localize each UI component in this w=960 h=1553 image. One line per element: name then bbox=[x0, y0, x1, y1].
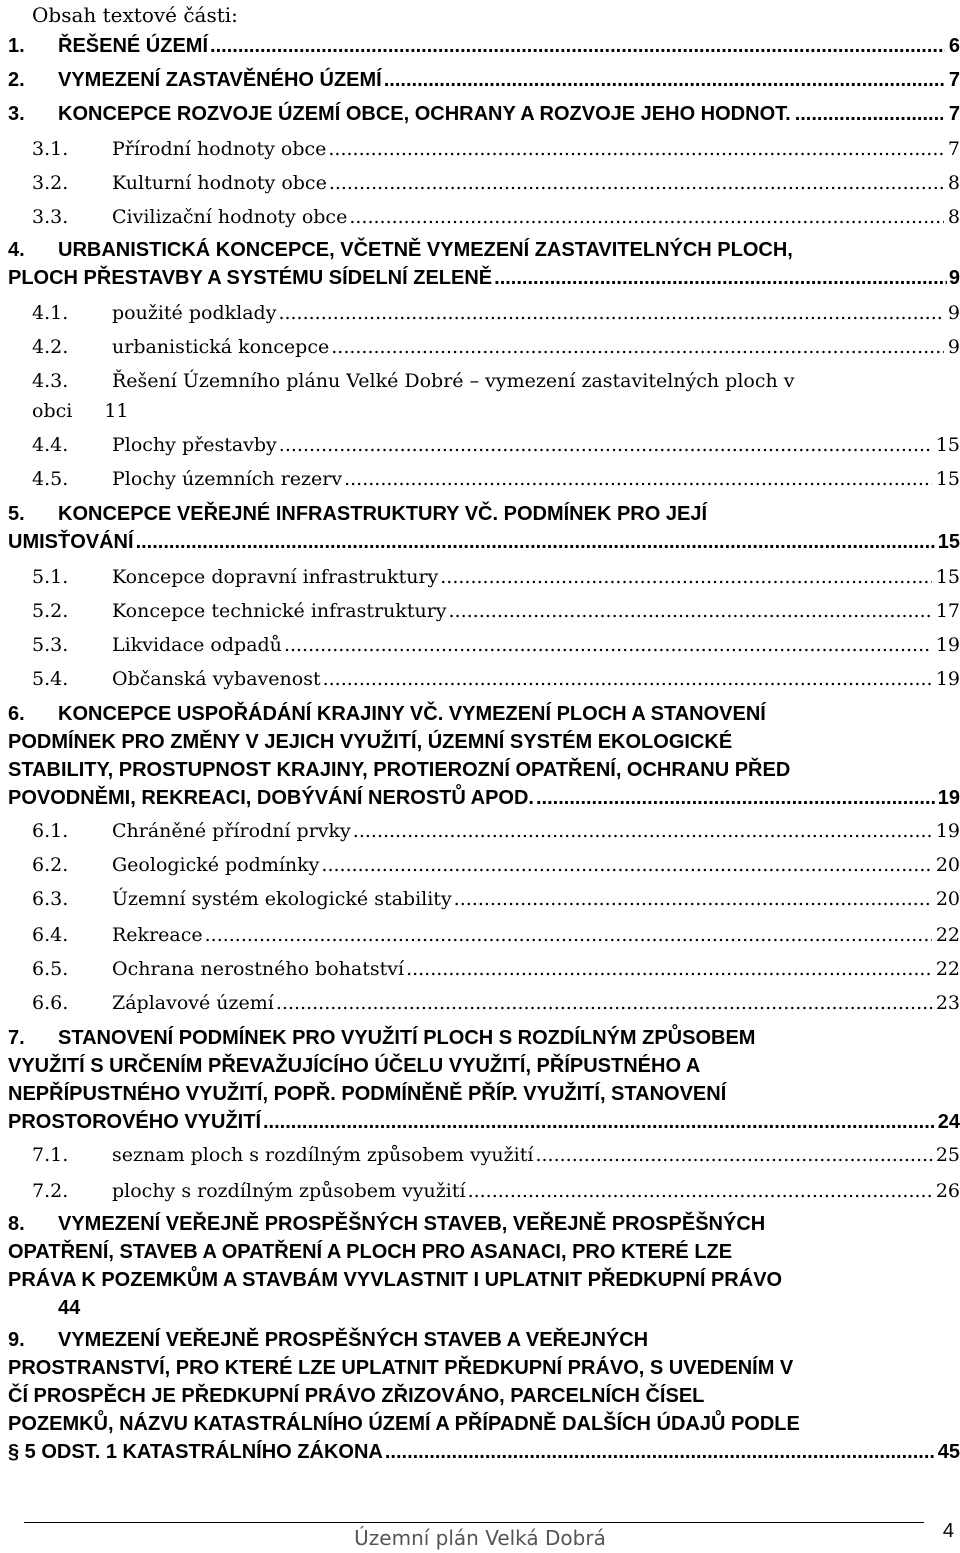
toc-entry-6-2[interactable]: 6.2. Geologické podmínky ..... 20 bbox=[8, 852, 960, 878]
toc-entry-3-2[interactable]: 3.2. Kulturní hodnoty obce ..... 8 bbox=[8, 170, 960, 196]
toc-entry-1[interactable]: 1. ŘEŠENÉ ÚZEMÍ ..... 6 bbox=[8, 32, 960, 60]
toc-entry-4-1[interactable]: 4.1. použité podklady ..... 9 bbox=[8, 300, 960, 326]
footer-divider bbox=[24, 1522, 924, 1523]
footer-title: Územní plán Velká Dobrá bbox=[354, 1526, 606, 1550]
toc-entry-3-3[interactable]: 3.3. Civilizační hodnoty obce ..... 8 bbox=[8, 204, 960, 230]
toc-entry-4-2[interactable]: 4.2. urbanistická koncepce ..... 9 bbox=[8, 334, 960, 360]
toc-entry-4-5[interactable]: 4.5. Plochy územních rezerv ..... 15 bbox=[8, 466, 960, 492]
toc-entry-5[interactable]: 5. KONCEPCE VEŘEJNÉ INFRASTRUKTURY VČ. PODMÍNEK PRO JEJÍ UMISŤOVÁNÍ ..... 15 bbox=[8, 500, 960, 556]
toc-entry-5-3[interactable]: 5.3. Likvidace odpadů ..... 19 bbox=[8, 632, 960, 658]
toc-entry-6-5[interactable]: 6.5. Ochrana nerostného bohatství ..... 22 bbox=[8, 956, 960, 982]
toc-entry-5-4[interactable]: 5.4. Občanská vybavenost ..... 19 bbox=[8, 666, 960, 692]
toc-entry-3[interactable]: 3. KONCEPCE ROZVOJE ÚZEMÍ OBCE, OCHRANY A ROZVOJE JEHO HODNOT. ..... 7 bbox=[8, 100, 960, 128]
toc-entry-6[interactable]: 6. KONCEPCE USPOŘÁDÁNÍ KRAJINY VČ. VYMEZENÍ PLOCH A STANOVENÍ PODMÍNEK PRO ZMĚNY V JEJICH VYUŽITÍ, ÚZEMNÍ SYSTÉM EKOLOGICKÉ STABILITY, PROSTUPNOST KRAJINY, PROTIEROZNÍ OPATŘENÍ, OCHRANU PŘED POVODNĚMI, REKREACI, DOBÝVÁNÍ NEROSTŮ APOD. ..... 19 bbox=[8, 700, 960, 812]
toc-heading: Obsah textové části: bbox=[32, 3, 238, 27]
toc-entry-8[interactable]: 8. VYMEZENÍ VEŘEJNĚ PROSPĚŠNÝCH STAVEB, VEŘEJNĚ PROSPĚŠNÝCH OPATŘENÍ, STAVEB A OPATŘENÍ A PLOCH PRO ASANACI, PRO KTERÉ LZE PRÁVA K POZEMKŮM A STAVBÁM VYVLASTNIT I UPLATNIT PŘEDKUPNÍ PRÁVO 44 bbox=[8, 1213, 783, 1319]
toc-entry-7-2[interactable]: 7.2. plochy s rozdílným způsobem využití ..... 26 bbox=[8, 1178, 960, 1204]
toc-entry-7[interactable]: 7. STANOVENÍ PODMÍNEK PRO VYUŽITÍ PLOCH S ROZDÍLNÝM ZPŮSOBEM VYUŽITÍ S URČENÍM PŘEVAŽUJÍCÍHO ÚČELU VYUŽITÍ, PŘÍPUSTNÉHO A NEPŘÍPUSTNÉHO VYUŽITÍ, POPŘ. PODMÍNĚNĚ PŘÍP. VYUŽITÍ, STANOVENÍ PROSTOROVÉHO VYUŽITÍ ..... 24 bbox=[8, 1024, 960, 1136]
toc-entry-6-4[interactable]: 6.4. Rekreace ..... 22 bbox=[8, 922, 960, 948]
toc-entry-4[interactable]: 4. URBANISTICKÁ KONCEPCE, VČETNĚ VYMEZENÍ ZASTAVITELNÝCH PLOCH, PLOCH PŘESTAVBY A SYSTÉMU SÍDELNÍ ZELENĚ ..... 9 bbox=[8, 236, 960, 292]
toc-entry-6-1[interactable]: 6.1. Chráněné přírodní prvky ..... 19 bbox=[8, 818, 960, 844]
toc-entry-6-6[interactable]: 6.6. Záplavové území ..... 23 bbox=[8, 990, 960, 1016]
toc-entry-4-3[interactable]: 4.3. Řešení Územního plánu Velké Dobré – vymezení zastavitelných ploch v obci 11 bbox=[32, 370, 795, 422]
toc-entry-9[interactable]: 9. VYMEZENÍ VEŘEJNĚ PROSPĚŠNÝCH STAVEB A VEŘEJNÝCH PROSTRANSTVÍ, PRO KTERÉ LZE UPLATNIT PŘEDKUPNÍ PRÁVO, S UVEDENÍM V ČÍ PROSPĚCH JE PŘEDKUPNÍ PRÁVO ZŘIZOVÁNO, PARCELNÍCH ČÍSEL POZEMKŮ, NÁZVU KATASTRÁLNÍHO ÚZEMÍ A PŘÍPADNĚ DALŠÍCH ÚDAJŮ PODLE § 5 ODST. 1 KATASTRÁLNÍHO ZÁKONA ..... 45 bbox=[8, 1326, 960, 1466]
toc-entry-5-2[interactable]: 5.2. Koncepce technické infrastruktury ..... 17 bbox=[8, 598, 960, 624]
toc-entry-7-1[interactable]: 7.1. seznam ploch s rozdílným způsobem využití ..... 25 bbox=[8, 1142, 960, 1168]
toc-entry-6-3[interactable]: 6.3. Územní systém ekologické stability ..... 20 bbox=[8, 886, 960, 912]
toc-entry-5-1[interactable]: 5.1. Koncepce dopravní infrastruktury ..... 15 bbox=[8, 564, 960, 590]
toc-entry-4-4[interactable]: 4.4. Plochy přestavby ..... 15 bbox=[8, 432, 960, 458]
footer-page-number: 4 bbox=[942, 1520, 954, 1542]
toc-entry-3-1[interactable]: 3.1. Přírodní hodnoty obce ..... 7 bbox=[8, 136, 960, 162]
toc-entry-2[interactable]: 2. VYMEZENÍ ZASTAVĚNÉHO ÚZEMÍ ..... 7 bbox=[8, 66, 960, 94]
